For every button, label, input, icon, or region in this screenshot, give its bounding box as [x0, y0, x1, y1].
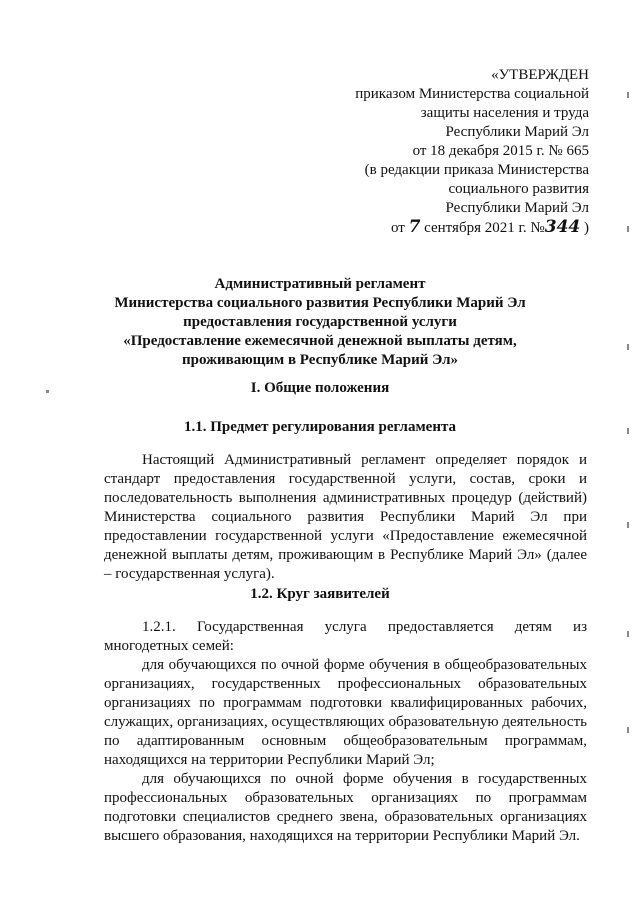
approval-date-line [289, 218, 589, 238]
subsection-body [104, 618, 587, 846]
scan-speck [627, 631, 629, 637]
title-line: проживающим в Республике Марий Эл» [181, 352, 458, 368]
handwritten-day: 7 [408, 217, 421, 237]
approval-line: социального развития [448, 181, 589, 197]
handwritten-number: 344 [544, 217, 581, 237]
document-title [90, 275, 550, 370]
scan-speck [627, 344, 629, 350]
approval-line: приказом Министерства социальной [355, 86, 589, 102]
approval-line: от 18 декабря 2015 г. № 665 [412, 143, 589, 159]
approval-date-prefix: от [390, 220, 405, 236]
approval-line: (в редакции приказа Министерства [364, 162, 589, 178]
scan-speck [627, 226, 629, 232]
title-line: «Предоставление ежемесячной денежной выплаты детям, [123, 333, 517, 349]
paragraph: для обучающихся по очной форме обучения в государственных профессиональных образовательных организациях по программам подготовки специалистов среднего звена, образовательных организациях высшего образования, находящихся на территории Республики Марий Эл. [104, 771, 587, 844]
approval-date-mid: сентября 2021 г. № [424, 220, 545, 236]
paragraph: для обучающихся по очной форме обучения в общеобразовательных организациях, государственных профессиональных образовательных организациях по программам подготовки квалифицированных рабочих, служащих, организациях, осуществляющих образовательную деятельность по адаптированным основным общеобразовательным программам, находящихся на территории Республики Марий Эл; [104, 657, 587, 768]
subsection-body [104, 451, 587, 584]
approval-line: «УТВЕРЖДЕН [491, 67, 589, 83]
section-heading: I. Общие положения [250, 380, 390, 396]
scan-speck [627, 428, 629, 434]
approval-line: Республики Марий Эл [445, 200, 589, 216]
paragraph: 1.2.1. Государственная услуга предоставляется детям из многодетных семей: [104, 619, 587, 654]
title-line: Административный регламент [214, 276, 426, 292]
paragraph: Настоящий Административный регламент определяет порядок и стандарт предоставления государственной услуги, состав, сроки и последовательность выполнения административных процедур (действий) Министерства социального развития Республики Марий Эл при предоставлении государственной услуги «Предоставление ежемесячной денежной выплаты детям, проживающим в Республике Марий Эл» (далее – государственная услуга). [104, 452, 587, 582]
approval-stamp-block [289, 66, 589, 238]
subsection-heading: 1.2. Круг заявителей [250, 586, 390, 602]
title-line: Министерства социального развития Республики Марий Эл [114, 295, 526, 311]
subsection-heading: 1.1. Предмет регулирования регламента [183, 419, 457, 435]
approval-line: защиты населения и труда [420, 105, 589, 121]
scan-speck [46, 390, 49, 393]
approval-date-suffix: ) [584, 220, 589, 236]
title-line: предоставления государственной услуги [183, 314, 457, 330]
scan-speck [627, 92, 629, 98]
scan-speck [627, 522, 629, 528]
scan-speck [627, 727, 629, 733]
approval-line: Республики Марий Эл [445, 124, 589, 140]
